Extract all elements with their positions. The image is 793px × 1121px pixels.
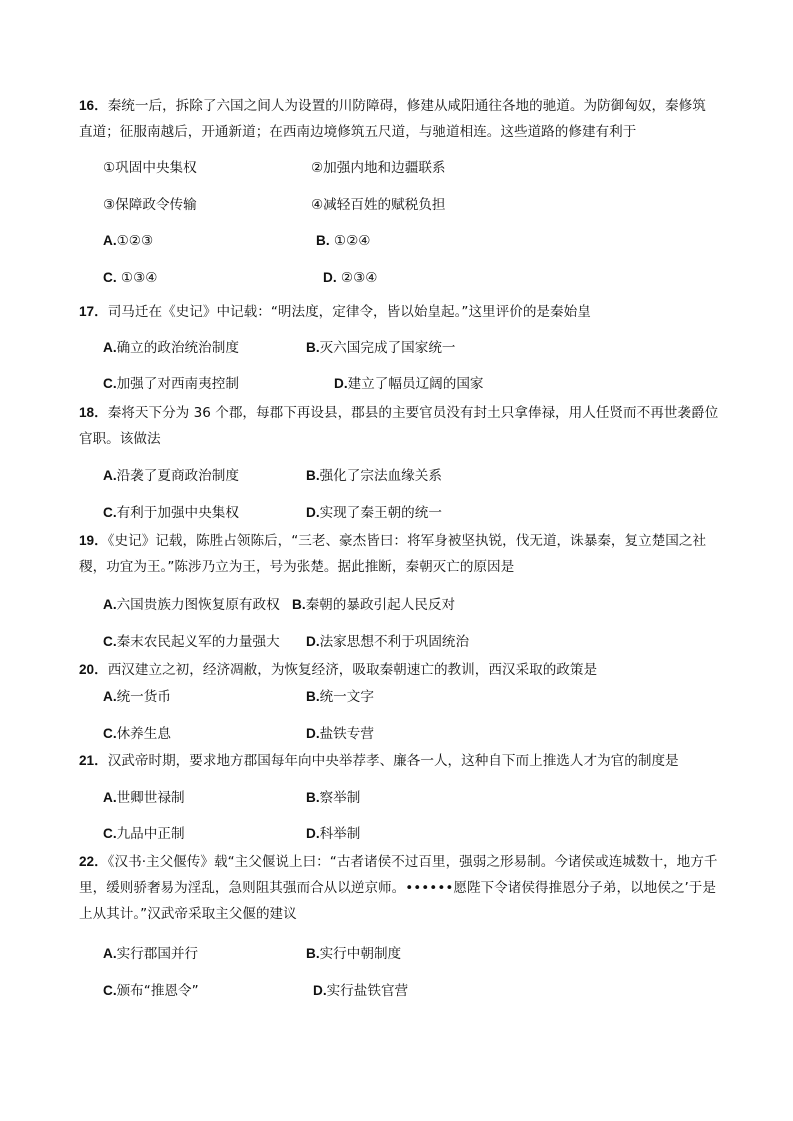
option-label: B. xyxy=(292,597,306,612)
option-text: 科举制 xyxy=(319,826,361,842)
option-d[interactable] xyxy=(306,632,469,652)
option-a[interactable] xyxy=(103,338,239,358)
option-c[interactable] xyxy=(103,724,171,744)
option-a[interactable] xyxy=(103,788,185,808)
option-text: ①③④ xyxy=(116,270,158,286)
option-label: C. xyxy=(103,634,117,649)
option-text: 实现了秦王朝的统一 xyxy=(319,505,442,521)
option-text: 加强了对西南夷控制 xyxy=(116,376,239,392)
option-label: C. xyxy=(103,826,117,841)
question-stem: 秦统一后，拆除了六国之间人为设置的川防障碍，修建从咸阳通往各地的驰道。为防御匈奴，秦修筑直道；征服南越后，开通新道；在西南边境修筑五尺道，与驰道相连。这些道路的修建有利于 xyxy=(79,98,706,140)
question-number: 19． xyxy=(79,533,108,548)
question-number: 22． xyxy=(79,854,108,869)
option-text: 强化了宗法血缘关系 xyxy=(319,468,442,484)
option-d[interactable] xyxy=(306,824,360,844)
option-text: 确立的政治统治制度 xyxy=(116,340,239,356)
question-17 xyxy=(79,299,719,325)
statement-item: ①巩固中央集权 xyxy=(103,160,197,176)
option-a[interactable] xyxy=(103,595,280,615)
option-text: 实行盐铁官营 xyxy=(326,983,409,999)
option-d[interactable] xyxy=(334,374,484,394)
statement-item: ④减轻百姓的赋税负担 xyxy=(311,197,446,213)
option-text: 沿袭了夏商政治制度 xyxy=(116,468,239,484)
option-text: 有利于加强中央集权 xyxy=(116,505,239,521)
option-label: A. xyxy=(103,946,117,961)
option-d[interactable] xyxy=(306,724,374,744)
option-text: 盐铁专营 xyxy=(319,726,374,742)
statement-item: ③保障政令传输 xyxy=(103,197,197,213)
option-text: 世卿世禄制 xyxy=(116,790,185,806)
option-b[interactable] xyxy=(306,687,374,707)
option-label: A. xyxy=(103,597,117,612)
option-label: C. xyxy=(103,270,117,285)
option-b[interactable] xyxy=(306,338,456,358)
option-text: 六国贵族力图恢复原有政权 xyxy=(116,597,280,613)
statement-item: ②加强内地和边疆联系 xyxy=(311,160,446,176)
option-text: 实行中朝制度 xyxy=(319,946,402,962)
option-c[interactable] xyxy=(103,374,239,394)
option-label: D. xyxy=(306,826,320,841)
option-a[interactable] xyxy=(103,231,153,251)
option-a[interactable] xyxy=(103,466,239,486)
option-label: D. xyxy=(334,376,348,391)
option-label: B. xyxy=(306,946,320,961)
option-b[interactable] xyxy=(306,466,442,486)
question-number: 21． xyxy=(79,753,108,768)
option-b[interactable] xyxy=(306,788,360,808)
question-21 xyxy=(79,748,719,774)
option-d[interactable] xyxy=(313,981,408,1001)
question-stem: 《史记》记载，陈胜占领陈后，“三老、豪杰皆曰：将军身被坚执锐，伐无道，诛暴秦，复立楚国之社稷，功宜为王。”陈涉乃立为王，号为张楚。据此推断，秦朝灭亡的原因是 xyxy=(79,533,707,575)
option-text: 灭六国完成了国家统一 xyxy=(319,340,456,356)
option-label: A. xyxy=(103,468,117,483)
option-label: A. xyxy=(103,689,117,704)
option-a[interactable] xyxy=(103,944,198,964)
question-22 xyxy=(79,849,719,927)
option-d[interactable] xyxy=(323,268,377,288)
option-text: 颁布“推恩令” xyxy=(116,983,199,999)
question-number: 16． xyxy=(79,98,108,113)
option-label: B. xyxy=(306,468,320,483)
question-stem: 《汉书·主父偃传》载“主父偃说上曰：“古者诸侯不过百里，强弱之形易制。今诸侯或连城数十，地方千里，缓则骄奢易为淫乱，急则阻其强而合从以逆京师。••••••愿陛下令诸侯得推恩分子弟，以地侯之’于是上从其计。”汉武帝采取主父偃的建议 xyxy=(79,854,718,922)
question-number: 20． xyxy=(79,662,108,677)
option-text: ①②③ xyxy=(116,233,154,249)
option-text: 建立了幅员辽阔的国家 xyxy=(347,376,484,392)
option-b[interactable] xyxy=(292,595,455,615)
option-a[interactable] xyxy=(103,687,171,707)
option-c[interactable] xyxy=(103,824,185,844)
question-20 xyxy=(79,657,719,683)
option-b[interactable] xyxy=(316,231,370,251)
option-text: 实行郡国并行 xyxy=(116,946,199,962)
option-label: D. xyxy=(306,726,320,741)
question-stem: 西汉建立之初，经济凋敝，为恢复经济，吸取秦朝速亡的教训，西汉采取的政策是 xyxy=(107,662,598,678)
option-label: B. xyxy=(306,790,320,805)
question-19 xyxy=(79,528,719,580)
option-text: 统一货币 xyxy=(116,689,171,705)
option-c[interactable] xyxy=(103,632,280,652)
option-label: B. xyxy=(306,689,320,704)
option-label: D. xyxy=(313,983,327,998)
option-text: 九品中正制 xyxy=(116,826,185,842)
question-18 xyxy=(79,400,719,452)
question-number: 17． xyxy=(79,304,108,319)
option-text: 休养生息 xyxy=(116,726,171,742)
question-stem: 司马迁在《史记》中记载：“明法度，定律令，皆以始皇起。”这里评价的是秦始皇 xyxy=(107,304,591,320)
option-label: C. xyxy=(103,983,117,998)
question-16 xyxy=(79,93,719,145)
option-label: D. xyxy=(306,634,320,649)
option-text: 秦朝的暴政引起人民反对 xyxy=(305,597,456,613)
question-number: 18． xyxy=(79,405,108,420)
option-text: ①②④ xyxy=(329,233,371,249)
question-stem: 汉武帝时期，要求地方郡国每年向中央举荐孝、廉各一人，这种自下而上推选人才为官的制度是 xyxy=(107,753,679,769)
option-text: 察举制 xyxy=(319,790,361,806)
option-c[interactable] xyxy=(103,981,199,1001)
option-label: C. xyxy=(103,505,117,520)
option-label: D. xyxy=(323,270,337,285)
option-label: B. xyxy=(306,340,320,355)
option-label: C. xyxy=(103,726,117,741)
option-label: A. xyxy=(103,340,117,355)
option-label: B. xyxy=(316,233,330,248)
option-text: ②③④ xyxy=(336,270,378,286)
option-text: 统一文字 xyxy=(319,689,374,705)
option-label: A. xyxy=(103,233,117,248)
option-c[interactable] xyxy=(103,503,239,523)
option-d[interactable] xyxy=(306,503,442,523)
option-b[interactable] xyxy=(306,944,401,964)
option-label: D. xyxy=(306,505,320,520)
option-text: 法家思想不利于巩固统治 xyxy=(319,634,470,650)
option-label: C. xyxy=(103,376,117,391)
question-stem: 秦将天下分为 36 个郡，每郡下再设县，郡县的主要官员没有封土只拿俸禄，用人任贤而不再世袭爵位官职。该做法 xyxy=(79,405,719,447)
option-text: 秦末农民起义军的力量强大 xyxy=(116,634,280,650)
option-c[interactable] xyxy=(103,268,157,288)
option-label: A. xyxy=(103,790,117,805)
